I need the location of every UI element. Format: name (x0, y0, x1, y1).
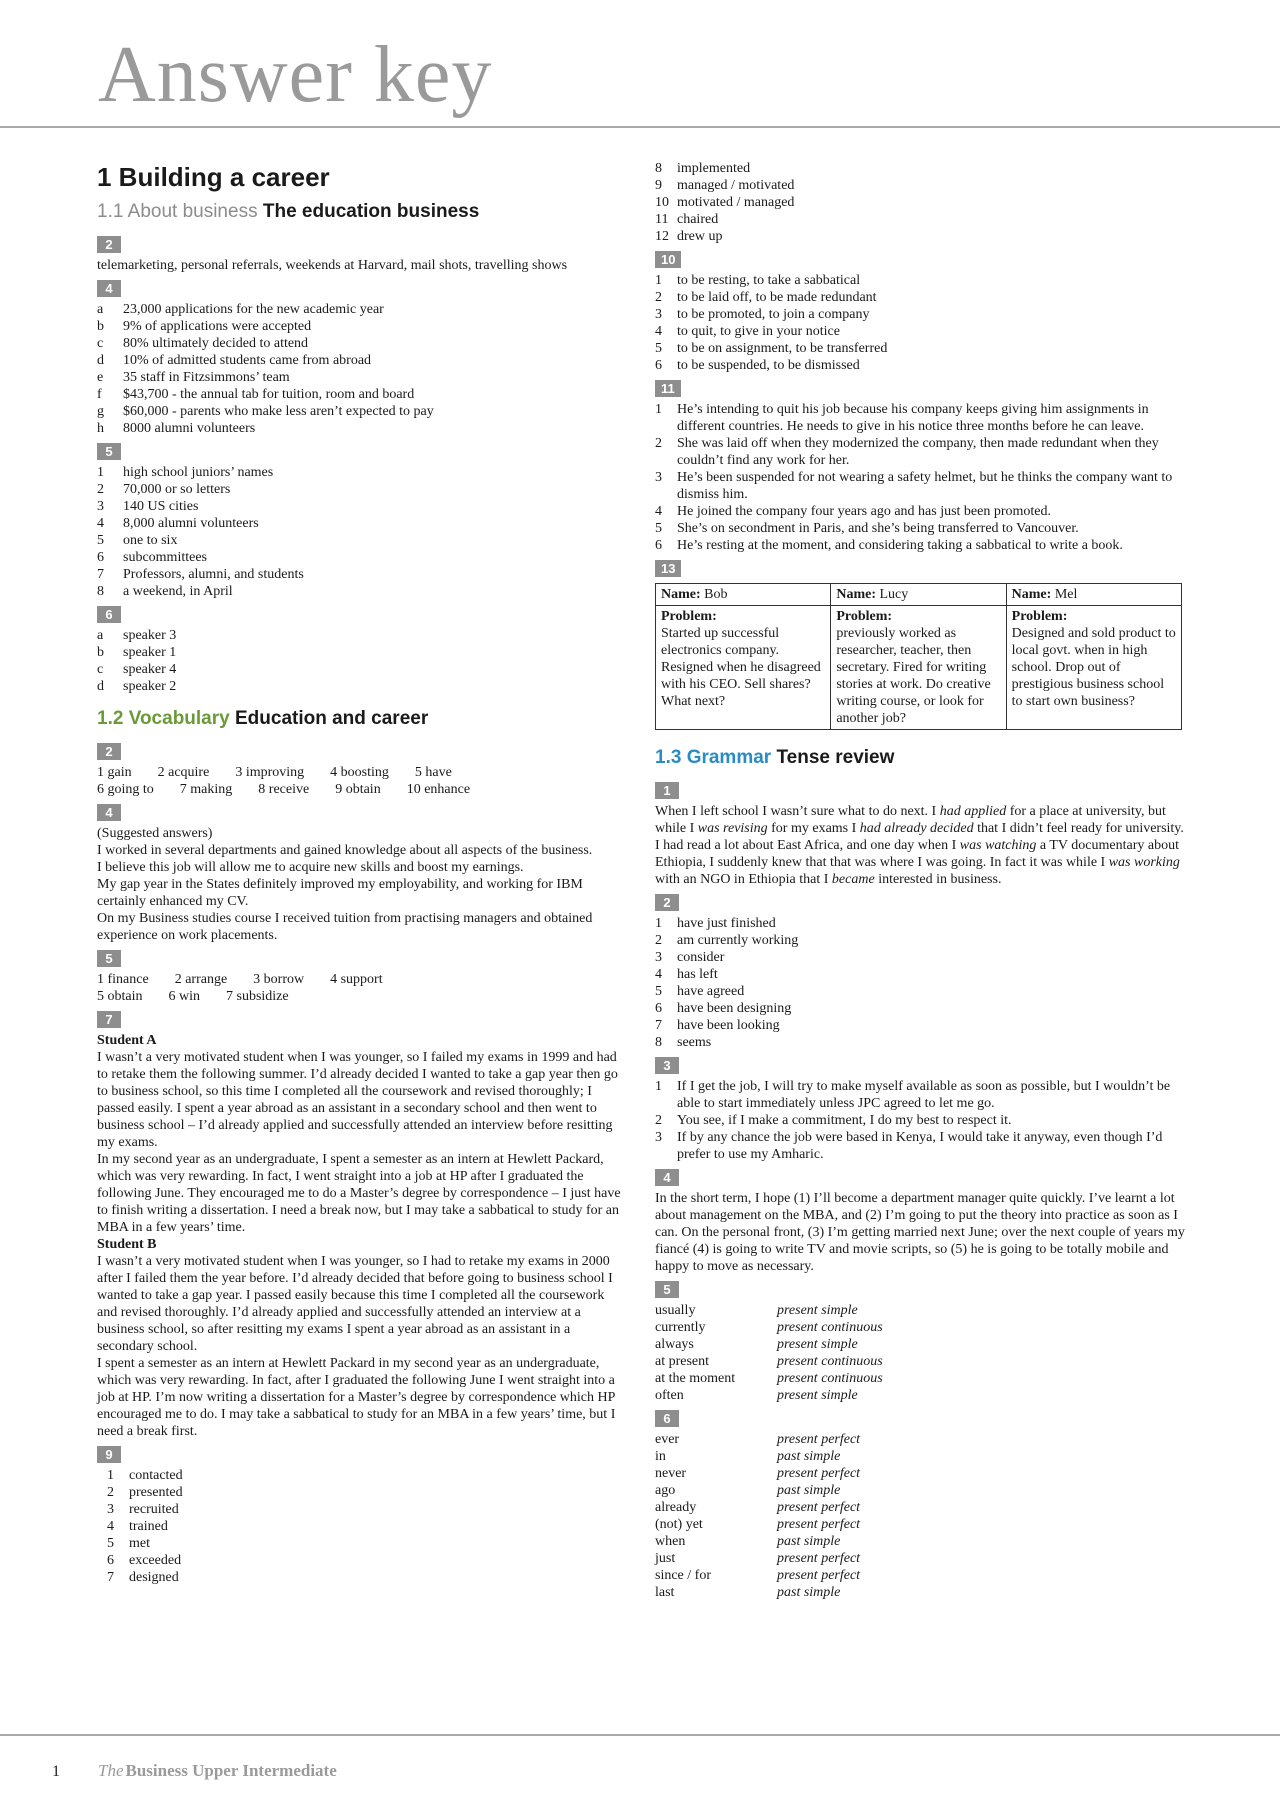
list-item: currently present continuous (655, 1320, 883, 1335)
answer-paragraph: In my second year as an undergraduate, I spent a semester as an intern at Hewlett Packard, which was very rewarding. In fact, I went straight into a job at HP after I graduated the following June. They encouraged me to do a Master’s degree by correspondence – I just have to finish writing a dissertation. I need a break now, but I may take a sabbatical to study for an MBA in a few years’ time. (97, 1152, 621, 1235)
answer-list (655, 1431, 1185, 1601)
list-item: 4 trained (107, 1519, 168, 1534)
list-item: last past simple (655, 1585, 841, 1600)
list-item: 8 a weekend, in April (97, 584, 233, 599)
unit-title: 1 Building a career (97, 162, 330, 192)
answer-row: 1 gain 2 acquire 3 improving 4 boosting 5 have (97, 765, 452, 780)
list-item: 1 have just finished (655, 916, 776, 931)
list-item: 2 to be laid off, to be made redundant (655, 290, 877, 305)
exercise-badge: 1 (655, 782, 679, 799)
list-item: 3 He’s been suspended for not wearing a safety helmet, but he thinks the company want to dismiss him. (655, 470, 1173, 502)
answer-list (655, 1302, 1185, 1404)
list-item: 3 If by any chance the job were based in Kenya, I would take it anyway, even though I’d prefer to use my Amharic. (655, 1130, 1163, 1162)
list-item: 5 have agreed (655, 984, 745, 999)
list-item: g $60,000 - parents who make less aren’t expected to pay (97, 404, 434, 419)
problem-table (655, 583, 1182, 730)
list-item: 4 8,000 alumni volunteers (97, 516, 259, 531)
answer-list (97, 464, 627, 600)
table-cell: Problem: Started up successful electronics company. Resigned when he disagreed with his CEO. Sell shares? What next? (656, 606, 831, 730)
list-item: at the moment present continuous (655, 1371, 883, 1386)
list-item: ever present perfect (655, 1432, 861, 1447)
list-item: at present present continuous (655, 1354, 883, 1369)
exercise-badge: 7 (97, 1011, 121, 1028)
table-cell: Problem: Designed and sold product to local govt. when in high school. Drop out of prestigious business school to start own business? (1006, 606, 1181, 730)
answer-list (655, 915, 1185, 1051)
answer-paragraph: I wasn’t a very motivated student when I was younger, so I had to retake my exams in 2000 after I failed them the year before. I’d already decided that before going to business school I wanted to take a gap year. I passed easily because this time I completed all the coursework and revised thoroughly. I’d already applied and successfully attended an interview at a business school, so after resitting my exams I spent a year abroad as an assistant in a secondary school. (97, 1254, 613, 1354)
list-item: 1 He’s intending to quit his job because his company keeps giving him assignments in different countries. He needs to give in his notice three months before he can leave. (655, 402, 1149, 434)
table-cell: Name: Bob (656, 584, 831, 606)
answer-row: 6 going to 7 making 8 receive 9 obtain 10 enhance (97, 782, 471, 797)
page-footer (0, 1735, 1280, 1811)
list-item: 5 to be on assignment, to be transferred (655, 341, 888, 356)
list-item: 1 high school juniors’ names (97, 465, 274, 480)
list-item: d speaker 2 (97, 679, 177, 694)
list-item: always present simple (655, 1337, 858, 1352)
list-item: 4 He joined the company four years ago and has just been promoted. (655, 504, 1052, 519)
exercise-badge: 5 (97, 443, 121, 460)
list-item: 3 to be promoted, to join a company (655, 307, 870, 322)
exercise-answer: telemarketing, personal referrals, weekends at Harvard, mail shots, travelling shows (97, 258, 568, 273)
answer-list (97, 1467, 627, 1586)
student-a-label: Student A (97, 1033, 157, 1048)
answer-list (655, 160, 1185, 245)
list-item: 7 Professors, alumni, and students (97, 567, 304, 582)
answer-paragraph: I believe this job will allow me to acquire new skills and boost my earnings. (97, 860, 524, 875)
exercise-badge: 11 (655, 380, 681, 397)
table-row (656, 584, 1182, 606)
answer-list (97, 627, 627, 695)
exercise-badge: 4 (97, 804, 121, 821)
exercise-badge: 6 (97, 606, 121, 623)
answer-paragraph: I worked in several departments and gained knowledge about all aspects of the business. (97, 843, 593, 858)
list-item: 2 She was laid off when they modernized the company, then made redundant when they couldn’t find any work for her. (655, 436, 1159, 468)
list-item: c 80% ultimately decided to attend (97, 336, 309, 351)
page-header (0, 0, 1280, 128)
answer-paragraph: On my Business studies course I received tuition from practising managers and obtained experience on work placements. (97, 911, 593, 943)
list-item: 7 designed (107, 1570, 179, 1585)
list-item: 6 subcommittees (97, 550, 207, 565)
section-1-1-heading: 1.1 About business The education business (97, 201, 480, 222)
list-item: already present perfect (655, 1500, 861, 1515)
answer-row: 1 finance 2 arrange 3 borrow 4 support (97, 972, 383, 987)
list-item: a speaker 3 (97, 628, 177, 643)
list-item: 7 have been looking (655, 1018, 780, 1033)
list-item: 1 contacted (107, 1468, 183, 1483)
exercise-badge: 2 (655, 894, 679, 911)
list-item: 6 have been designing (655, 1001, 792, 1016)
exercise-badge: 10 (655, 251, 681, 268)
exercise-badge: 4 (97, 280, 121, 297)
student-b-label: Student B (97, 1237, 157, 1252)
list-item: 6 exceeded (107, 1553, 182, 1568)
list-item: ago past simple (655, 1483, 841, 1498)
list-item: just present perfect (655, 1551, 861, 1566)
list-item: b speaker 1 (97, 645, 177, 660)
exercise-badge: 4 (655, 1169, 679, 1186)
answer-paragraph: In the short term, I hope (1) I’ll become a department manager quite quickly. I’ve learnt a lot about management on the MBA, and (2) I’m going to put the theory into practice as soon as I can. On the personal front, (3) I’m getting married next June; over the next couple of years my fiancé (4) is going to write TV and movie scripts, so (5) he is going to be totally mobile and happy to move as necessary. (655, 1191, 1185, 1274)
list-item: 2 am currently working (655, 933, 799, 948)
list-item: often present simple (655, 1388, 858, 1403)
list-item: a 23,000 applications for the new academic year (97, 302, 384, 317)
exercise-badge: 6 (655, 1410, 679, 1427)
list-item: 3 140 US cities (97, 499, 199, 514)
exercise-badge: 9 (97, 1446, 121, 1463)
exercise-badge: 5 (97, 950, 121, 967)
list-item: d 10% of admitted students came from abroad (97, 353, 372, 368)
page-title: Answer key (98, 31, 493, 119)
list-item: 2 You see, if I make a commitment, I do my best to respect it. (655, 1113, 1012, 1128)
list-item: 2 presented (107, 1485, 183, 1500)
list-item: when past simple (655, 1534, 841, 1549)
list-item: h 8000 alumni volunteers (97, 421, 256, 436)
list-item: e 35 staff in Fitzsimmons’ team (97, 370, 290, 385)
table-cell: Problem: previously worked as researcher, teacher, then secretary. Fired for writing stories at work. Do creative writing course, or look for another job? (831, 606, 1006, 730)
exercise-badge: 2 (97, 236, 121, 253)
list-item: since / for present perfect (655, 1568, 861, 1583)
list-item: (not) yet present perfect (655, 1517, 861, 1532)
table-cell: Name: Lucy (831, 584, 1006, 606)
list-item: never present perfect (655, 1466, 861, 1481)
list-item: in past simple (655, 1449, 841, 1464)
answer-paragraph: I spent a semester as an intern at Hewlett Packard in my second year as an undergraduate, which was very rewarding. In fact, after I graduated the following June I went straight into a job at HP. I’m now writing a dissertation for a Master’s degree by correspondence which HP encouraged me to do. I may take a sabbatical to study for an MBA in a few years’ time, but I need a break first. (97, 1356, 616, 1439)
right-column (655, 160, 1185, 1601)
list-item: 8 seems (655, 1035, 712, 1050)
page-number: 1 (52, 1763, 60, 1780)
exercise-badge: 2 (97, 743, 121, 760)
section-1-2-heading: 1.2 Vocabulary Education and career (97, 708, 429, 729)
answer-paragraph: I wasn’t a very motivated student when I was younger, so I failed my exams in 1999 and had to retake them the following summer. I’d already decided I wanted to take a gap year then go to business school, so this time I completed all the coursework and revised thoroughly; I passed easily. I spent a year abroad as an assistant in a secondary school and then went to business school – I’d already applied and successfully attended an interview before resitting my exams. (97, 1050, 618, 1150)
list-item: 4 has left (655, 967, 718, 982)
list-item: 3 consider (655, 950, 725, 965)
list-item: 8 implemented (655, 161, 751, 176)
answer-list (655, 272, 1185, 374)
answer-list (97, 301, 627, 437)
list-item: b 9% of applications were accepted (97, 319, 312, 334)
answer-row: 5 obtain 6 win 7 subsidize (97, 989, 289, 1004)
list-item: 5 met (107, 1536, 150, 1551)
list-item: 5 one to six (97, 533, 178, 548)
section-1-3-heading: 1.3 Grammar Tense review (655, 747, 895, 768)
list-item: f $43,700 - the annual tab for tuition, room and board (97, 387, 415, 402)
table-cell: Name: Mel (1006, 584, 1181, 606)
list-item: 10 motivated / managed (655, 195, 795, 210)
table-row (656, 606, 1182, 730)
answer-paragraph: (Suggested answers) (97, 826, 213, 841)
list-item: 5 She’s on secondment in Paris, and she’s being transferred to Vancouver. (655, 521, 1079, 536)
list-item: 3 recruited (107, 1502, 179, 1517)
answer-paragraph: When I left school I wasn’t sure what to do next. I had applied for a place at university, but while I was revising for my exams I had already decided that I didn’t feel ready for university. I had read a lot about East Africa, and one day when I was watching a TV documentary about Ethiopia, I suddenly knew that that was where I was going. In fact it was while I was working with an NGO in Ethiopia that I became interested in business. (655, 804, 1184, 887)
answer-list (655, 1078, 1185, 1163)
exercise-badge: 3 (655, 1057, 679, 1074)
list-item: 11 chaired (655, 212, 719, 227)
list-item: 1 If I get the job, I will try to make myself available as soon as possible, but I wouldn’t be able to start immediately unless JPC agreed to let me go. (655, 1079, 1171, 1111)
list-item: 6 to be suspended, to be dismissed (655, 358, 860, 373)
list-item: 4 to quit, to give in your notice (655, 324, 840, 339)
answer-paragraph: My gap year in the States definitely improved my employability, and working for IBM certainly enhanced my CV. (97, 877, 583, 909)
answer-list (655, 401, 1185, 554)
list-item: 12 drew up (655, 229, 723, 244)
header-rule (0, 126, 1280, 128)
list-item: 1 to be resting, to take a sabbatical (655, 273, 861, 288)
left-column (97, 158, 627, 1586)
exercise-badge: 13 (655, 560, 681, 577)
list-item: 9 managed / motivated (655, 178, 795, 193)
list-item: usually present simple (655, 1303, 858, 1318)
list-item: c speaker 4 (97, 662, 177, 677)
brand-logo: The Business Upper Intermediate (98, 1761, 337, 1780)
list-item: 6 He’s resting at the moment, and considering taking a sabbatical to write a book. (655, 538, 1123, 553)
exercise-badge: 5 (655, 1281, 679, 1298)
list-item: 2 70,000 or so letters (97, 482, 231, 497)
